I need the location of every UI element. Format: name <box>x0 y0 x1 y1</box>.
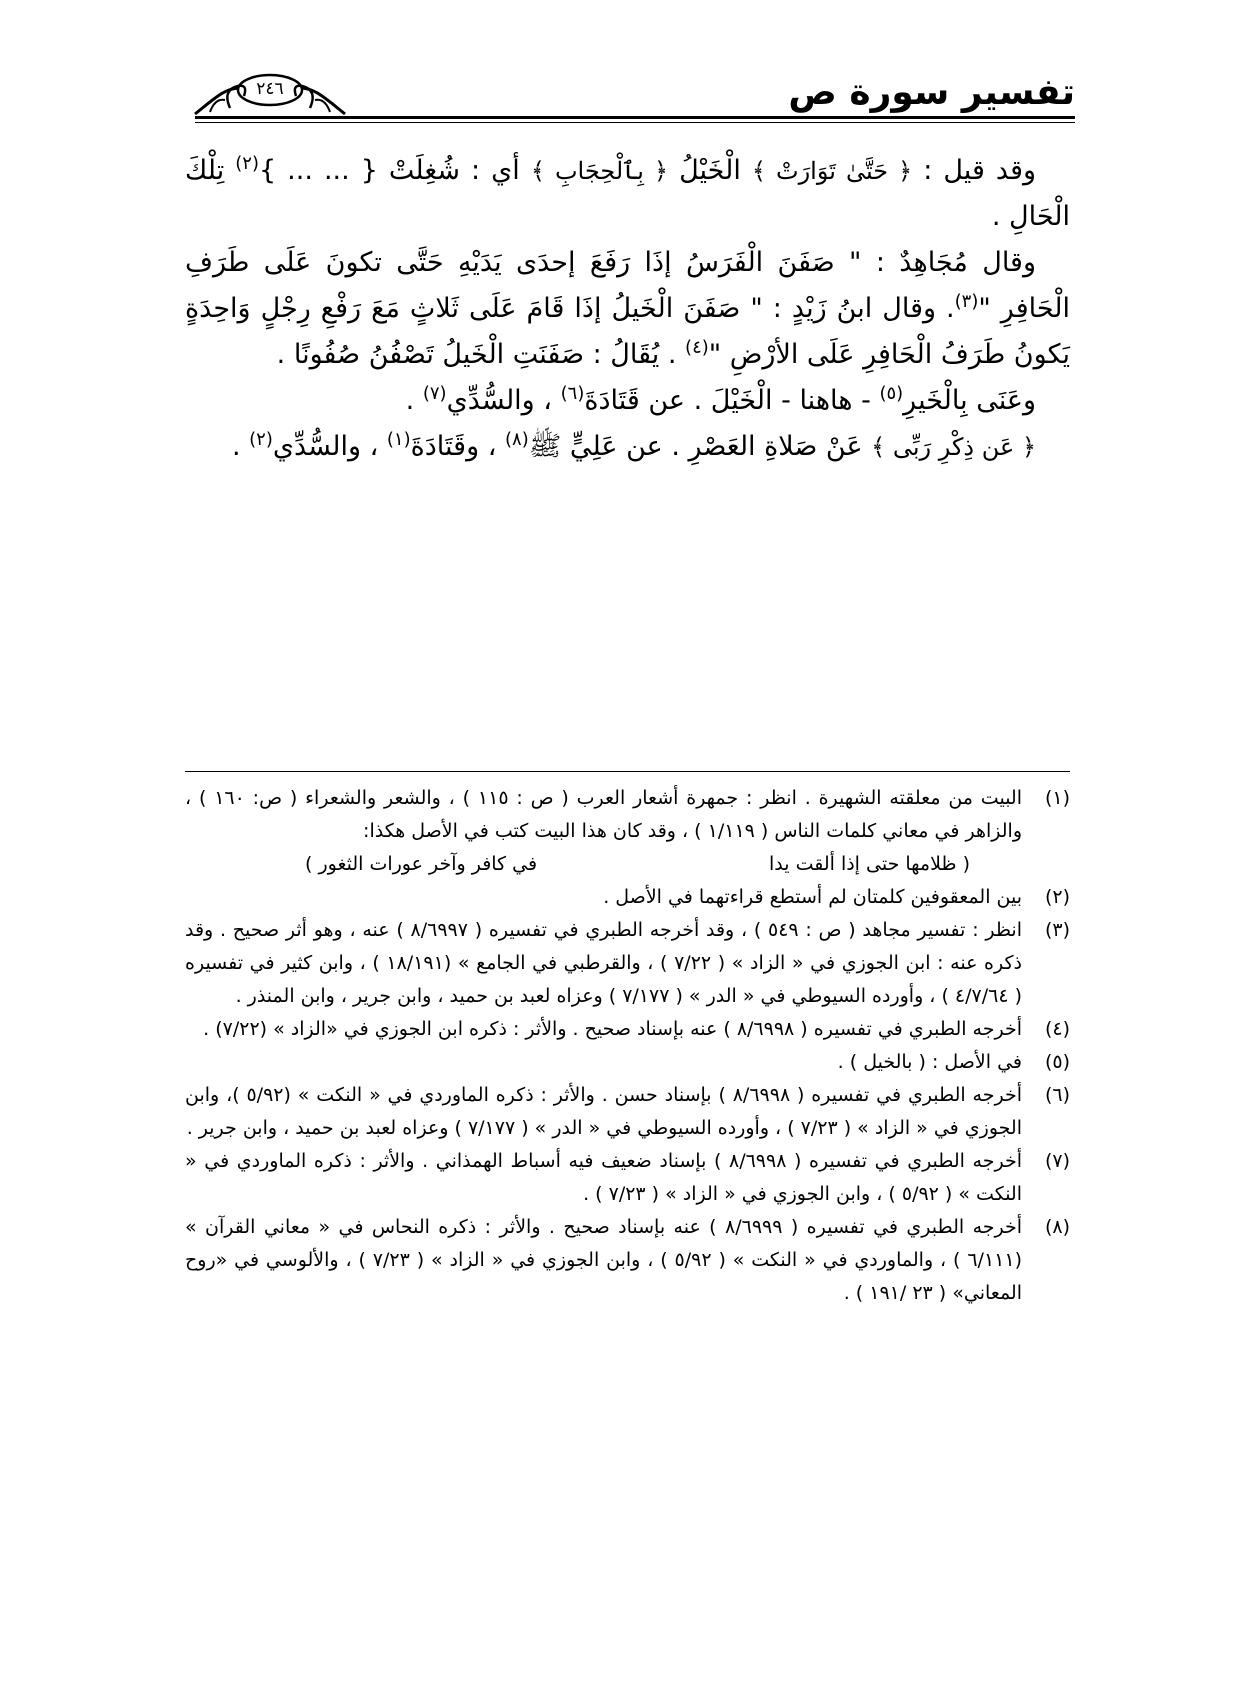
footnote-ref[interactable]: (٦) <box>560 383 585 404</box>
paragraph-3: وعَنَى بِالْخَيرِ$^{(٥)}$ - هاهنا - الْخَيْلَ . عن قَتَادَةَ$^{(٦)}$ ، والسُّدِّي$^{(٧)}$ . <box>405 383 1036 416</box>
footnote-number: (٧) <box>1044 1150 1070 1172</box>
verse-hemistich-2: في كافر وآخر عورات الثغور ) <box>305 853 538 875</box>
footnote-number: (٨) <box>1044 1216 1070 1238</box>
paragraph-2: وقال مُجَاهِدٌ : " صَفَنَ الْفَرَسُ إذَا رَفَعَ إحدَى يَدَيْهِ حَتَّى تكونَ عَلَى طَرَفِ الْحَافِرِ "$^{(٣)}$. وقال ابنُ زَيْدٍ : " صَفَنَ الْخَيلُ إذَا قَامَ عَلَى ثَلاثٍ مَعَ رَفْعِ رِجْلٍ وَاحِدَةٍ يَكونُ طَرَفُ الْحَافِرِ عَلَى الأرْضِ "$^{(٤)}$ . يُقَالُ : صَفَنَتِ الْخَيلُ تَصْفُنُ صُفُونًا . <box>185 247 1070 370</box>
footnote-ref[interactable]: (٢) <box>235 153 259 174</box>
footnote-text: أخرجه الطبري في تفسيره ( ٨/٦٩٩٨ ) عنه بإسناد صحيح . والأثر : ذكره ابن الجوزي في «الزاد » (٧/٢٢) . <box>203 1018 1022 1040</box>
footnote-1 <box>185 782 1070 848</box>
footnote-ref[interactable]: (٧) <box>422 383 447 404</box>
footnote-number: (١) <box>1044 787 1070 809</box>
footnote-number: (٦) <box>1044 1084 1070 1106</box>
main-text <box>185 148 1070 470</box>
footnote-ref[interactable]: (٣) <box>954 291 979 312</box>
footnote-6 <box>185 1079 1070 1145</box>
header-rule-thin <box>195 122 1075 123</box>
footnote-text: أخرجه الطبري في تفسيره ( ٨/٦٩٩٩ ) عنه بإسناد صحيح . والأثر : ذكره النحاس في « معاني القرآن » (٦/١١١ ) ، والماوردي في « النكت » ( ٥/٩٢ ) ، وابن الجوزي في « الزاد » ( ٧/٢٣ ) ، والألوسي في «روح المعاني» ( ٢٣ /١٩١ ) . <box>185 1216 1023 1304</box>
footnote-text: في الأصل : ( بالخيل ) . <box>837 1051 1022 1073</box>
footnote-number: (٢) <box>1044 886 1070 908</box>
footnote-7 <box>185 1145 1070 1211</box>
footnote-text: أخرجه الطبري في تفسيره ( ٨/٦٩٩٨ ) بإسناد ضعيف فيه أسباط الهمذاني . والأثر : ذكره الماوردي في « النكت » ( ٥/٩٢ ) ، وابن الجوزي في « الزاد » ( ٧/٢٣ ) . <box>185 1150 1022 1205</box>
footnote-verse <box>185 848 1070 881</box>
footnotes <box>185 782 1070 1310</box>
paragraph-4: ﴿ عَن ذِكْرِ رَبِّى ﴾ عَنْ صَلاةِ العَصْرِ . عن عَلِيٍّ ﷺ$^{(٨)}$ ، وقَتَادَةَ$^{(١)}$ ، والسُّدِّي$^{(٢)}$ . <box>231 429 1036 462</box>
page-header <box>185 68 1075 124</box>
footnote-text: البيت من معلقته الشهيرة . انظر : جمهرة أشعار العرب ( ص : ١١٥ ) ، والشعر والشعراء ( ص: ١٦٠ ) ، والزاهر في معاني كلمات الناس ( ١/١١٩ ) ، وقد كان هذا البيت كتب في الأصل هكذا: <box>185 787 1023 842</box>
footnote-ref[interactable]: (٤) <box>685 337 709 358</box>
footnote-text: انظر : تفسير مجاهد ( ص : ٥٤٩ ) ، وقد أخرجه الطبري في تفسيره ( ٨/٦٩٩٧ ) عنه ، وهو أثر صحيح . وقد ذكره عنه : ابن الجوزي في « الزاد » ( ٧/٢٢ ) ، والقرطبي في الجامع » (١٨/١٩١ ) ، وابن كثير في تفسيره ( ٤/٧/٦٤ ) ، وأورده السيوطي في « الدر » ( ٧/١٧٧ ) وعزاه لعبد بن حميد ، وابن جرير ، وابن المنذر . <box>185 919 1022 1007</box>
footnote-2 <box>185 881 1070 914</box>
book-title: تفسير سورة ص <box>788 72 1075 113</box>
paragraph-1: وقد قيل : ﴿ حَتَّىٰ تَوَارَتْ ﴾ الْخَيْلُ ﴿ بِٱلْحِجَابِ ﴾ أي : شُغِلَتْ { ... ... }$^{(٢)}$ تِلْكَ الْحَالِ . <box>185 153 1070 232</box>
footnote-ref[interactable]: (٥) <box>879 383 904 404</box>
footnote-ref[interactable]: (٢) <box>249 429 273 450</box>
footnote-ref[interactable]: (٨) <box>505 429 529 450</box>
page-number: ٢٤٦ <box>256 79 284 99</box>
verse-hemistich-1: ( ظلامها حتى إذا ألقت يدا <box>768 853 970 875</box>
footnote-text: بين المعقوفين كلمتان لم أستطع قراءتهما في الأصل . <box>603 886 1022 908</box>
footnote-4 <box>185 1013 1070 1046</box>
footnote-8 <box>185 1211 1070 1310</box>
footnote-text: أخرجه الطبري في تفسيره ( ٨/٦٩٩٨ ) بإسناد حسن . والأثر : ذكره الماوردي في « النكت » (٥/٩٢ )، وابن الجوزي في « الزاد » ( ٧/٢٣ ) ، وأورده السيوطي في « الدر » ( ٧/١٧٧ ) وعزاه لعبد بن حميد ، وابن جرير . <box>185 1084 1022 1139</box>
footnote-number: (٥) <box>1044 1051 1070 1073</box>
footnote-3 <box>185 914 1070 1013</box>
footnote-ref[interactable]: (١) <box>386 429 411 450</box>
footnote-divider <box>185 771 1070 772</box>
footnote-number: (٤) <box>1044 1018 1070 1040</box>
footnote-5 <box>185 1046 1070 1079</box>
footnote-number: (٣) <box>1044 919 1070 941</box>
